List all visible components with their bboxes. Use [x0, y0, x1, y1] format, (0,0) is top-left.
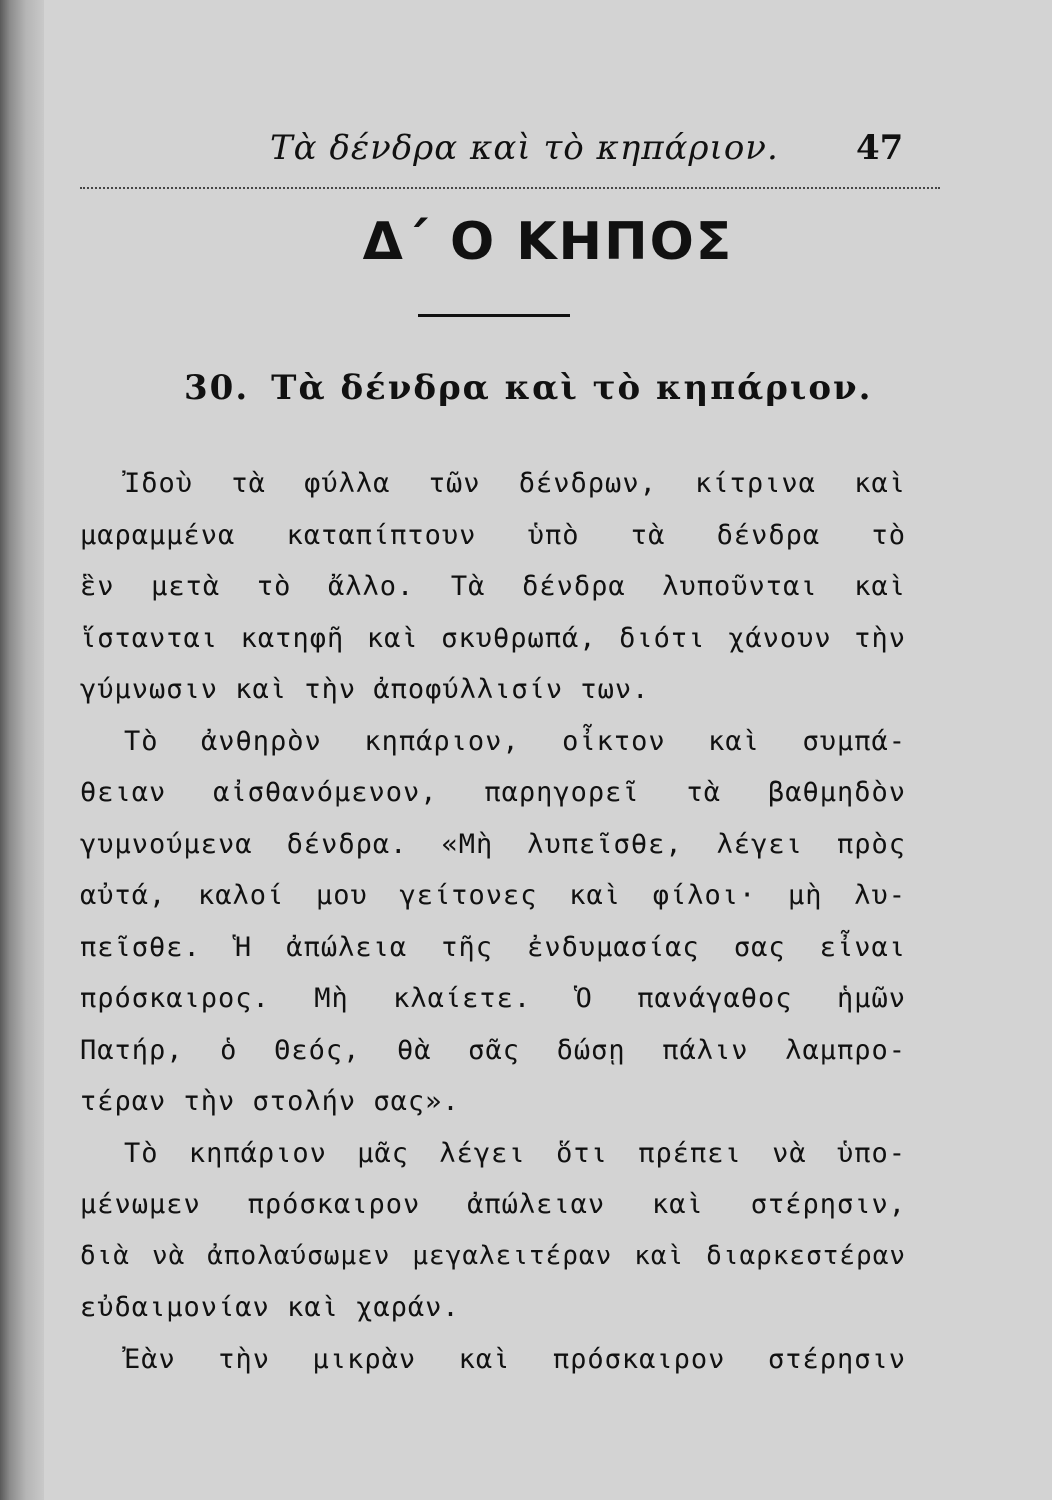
text-line: πεῖσθε. Ἡ ἀπώλεια τῆς ἐνδυμασίας σας εἶναι: [80, 931, 906, 963]
lesson-title-text: Τὰ δένδρα καὶ τὸ κηπάριον.: [271, 368, 873, 408]
text-line: μένωμεν πρόσκαιρον ἀπώλειαν καὶ στέρησιν,: [80, 1189, 906, 1220]
text-line: γύμνωσιν καὶ τὴν ἀποφύλλισίν των.: [80, 674, 650, 705]
section-rule: [418, 314, 570, 317]
text-line: Τὸ κηπάριον μᾶς λέγει ὅτι πρέπει νὰ ὑπο-: [124, 1137, 906, 1169]
text-line: διὰ νὰ ἀπολαύσωμεν μεγαλειτέραν καὶ διαρκεστέραν: [80, 1240, 906, 1271]
text-line: ἵστανται κατηφῆ καὶ σκυθρωπά, διότι χάνουν τὴν: [80, 622, 906, 654]
text-line: πρόσκαιρος. Μὴ κλαίετε. Ὁ πανάγαθος ἡμῶν: [80, 983, 906, 1014]
text-line: αὐτά, καλοί μου γείτονες καὶ φίλοι· μὴ λυ-: [80, 880, 906, 911]
text-line: θειαν αἰσθανόμενον, παρηγορεῖ τὰ βαθμηδὸν: [80, 777, 906, 808]
body-text: [80, 458, 906, 1385]
book-spine-shadow: [0, 0, 44, 1500]
text-line: εὐδαιμονίαν καὶ χαράν.: [80, 1292, 460, 1323]
section-heading: Δ΄ Ο ΚΗΠΟΣ: [362, 212, 734, 272]
text-line: Τὸ ἀνθηρὸν κηπάριον, οἶκτον καὶ συμπά-: [124, 725, 906, 757]
text-line: ἓν μετὰ τὸ ἄλλο. Τὰ δένδρα λυποῦνται καὶ: [80, 571, 906, 602]
lesson-title: [184, 368, 872, 408]
text-line: μαραμμένα καταπίπτουν ὑπὸ τὰ δένδρα τὸ: [80, 519, 906, 551]
page-header: [44, 128, 1052, 178]
text-line: Πατήρ, ὁ Θεός, θὰ σᾶς δώσῃ πάλιν λαμπρο-: [80, 1034, 906, 1066]
running-title: Τὰ δένδρα καὶ τὸ κηπάριον.: [270, 128, 779, 168]
book-page: [44, 0, 1052, 1500]
lesson-number: 30.: [184, 368, 250, 408]
text-line: Ἰδοὺ τὰ φύλλα τῶν δένδρων, κίτρινα καὶ: [124, 468, 906, 499]
page-number: 47: [856, 128, 904, 168]
text-line: τέραν τὴν στολήν σας».: [80, 1086, 460, 1117]
header-dotted-rule: [80, 187, 940, 189]
text-line: γυμνούμενα δένδρα. «Μὴ λυπεῖσθε, λέγει πρὸς: [80, 828, 906, 860]
text-line: Ἐὰν τὴν μικρὰν καὶ πρόσκαιρον στέρησιν: [124, 1343, 906, 1375]
